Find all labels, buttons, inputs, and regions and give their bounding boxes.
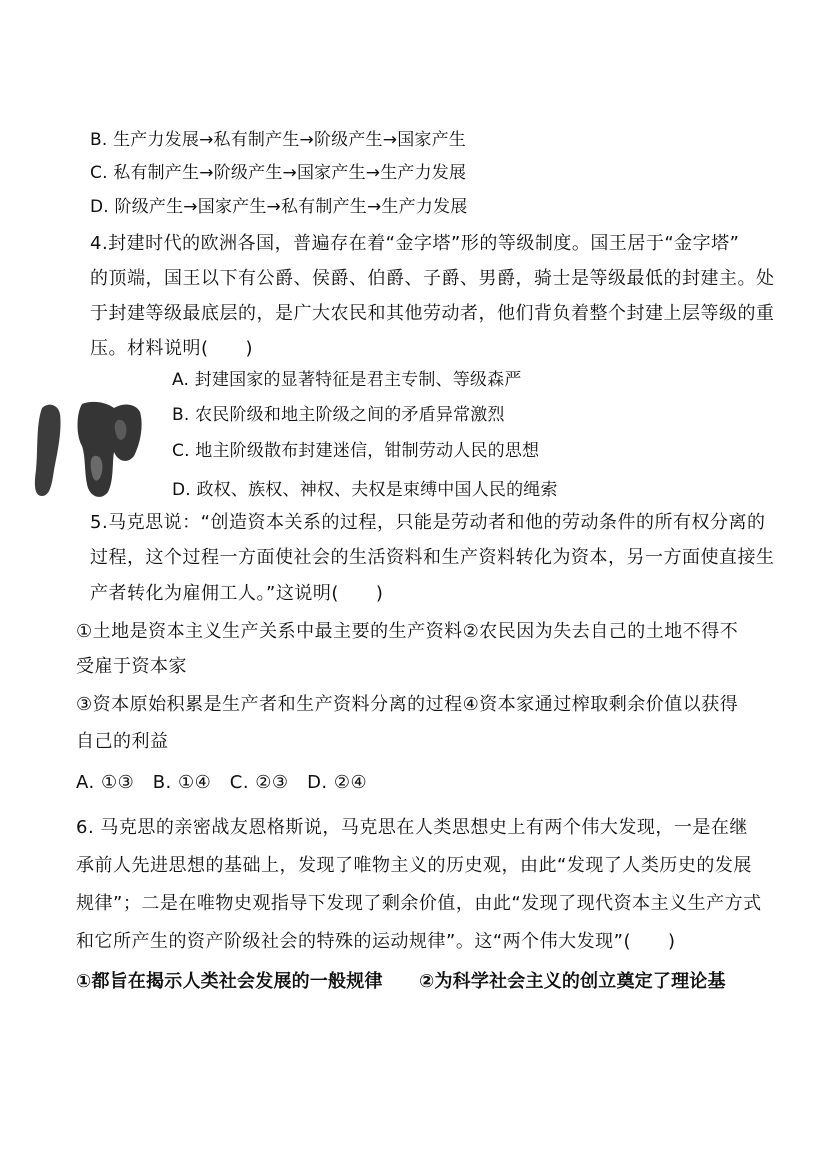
q3-option-c: C. 私有制产生→阶级产生→国家产生→生产力发展 [90,163,467,183]
q6-stem-line-2: 承前人先进思想的基础上，发现了唯物主义的历史观，由此“发现了人类历史的发展 [76,855,752,876]
q5-statements-line-3: ③资本原始积累是生产者和生产资料分离的过程④资本家通过榨取剩余价值以获得 [76,694,739,715]
q6-statements-line-1: ①都旨在揭示人类社会发展的一般规律 ②为科学社会主义的创立奠定了理论基 [76,971,726,992]
q4-option-b: B. 农民阶级和地主阶级之间的矛盾异常激烈 [172,405,505,425]
q4-option-a: A. 封建国家的显著特征是君主专制、等级森严 [172,370,522,390]
q3-option-d: D. 阶级产生→国家产生→私有制产生→生产力发展 [90,197,468,217]
scan-blot-image [28,400,148,500]
q5-statements-line-2: 受雇于资本家 [76,656,187,677]
q3-option-b: B. 生产力发展→私有制产生→阶级产生→国家产生 [90,130,467,150]
q5-stem-line-3: 产者转化为雇佣工人。”这说明( ) [90,583,384,604]
q6-stem-line-4: 和它所产生的资产阶级社会的特殊的运动规律”。这“两个伟大发现”( ) [76,931,676,952]
q4-stem-line-1: 4.封建时代的欧洲各国，普遍存在着“金字塔”形的等级制度。国王居于“金字塔” [90,233,740,254]
q4-stem-line-4: 压。材料说明( ) [90,338,254,359]
q5-statements-line-1: ①土地是资本主义生产关系中最主要的生产资料②农民因为失去自己的土地不得不 [76,621,739,642]
q5-answer-choices: A. ①③ B. ①④ C. ②③ D. ②④ [76,772,368,793]
q5-statements-line-4: 自己的利益 [76,731,169,752]
q5-stem-line-2: 过程，这个过程一方面使社会的生活资料和生产资料转化为资本，另一方面使直接生 [90,547,775,568]
q5-stem-line-1: 5.马克思说：“创造资本关系的过程，只能是劳动者和他的劳动条件的所有权分离的 [90,512,766,533]
q4-option-d: D. 政权、族权、神权、夫权是束缚中国人民的绳索 [172,480,558,500]
q4-stem-line-3: 于封建等级最底层的，是广大农民和其他劳动者，他们背负着整个封建上层等级的重 [90,303,775,324]
q6-stem-line-3: 规律”；二是在唯物史观指导下发现了剩余价值，由此“发现了现代资本主义生产方式 [76,893,762,914]
ink-blot-icon [28,400,148,500]
q6-stem-line-1: 6. 马克思的亲密战友恩格斯说，马克思在人类思想史上有两个伟大发现，一是在继 [76,817,748,838]
q4-stem-line-2: 的顶端，国王以下有公爵、侯爵、伯爵、子爵、男爵，骑士是等级最低的封建主。处 [90,268,775,289]
q4-option-c: C. 地主阶级散布封建迷信，钳制劳动人民的思想 [172,441,540,461]
